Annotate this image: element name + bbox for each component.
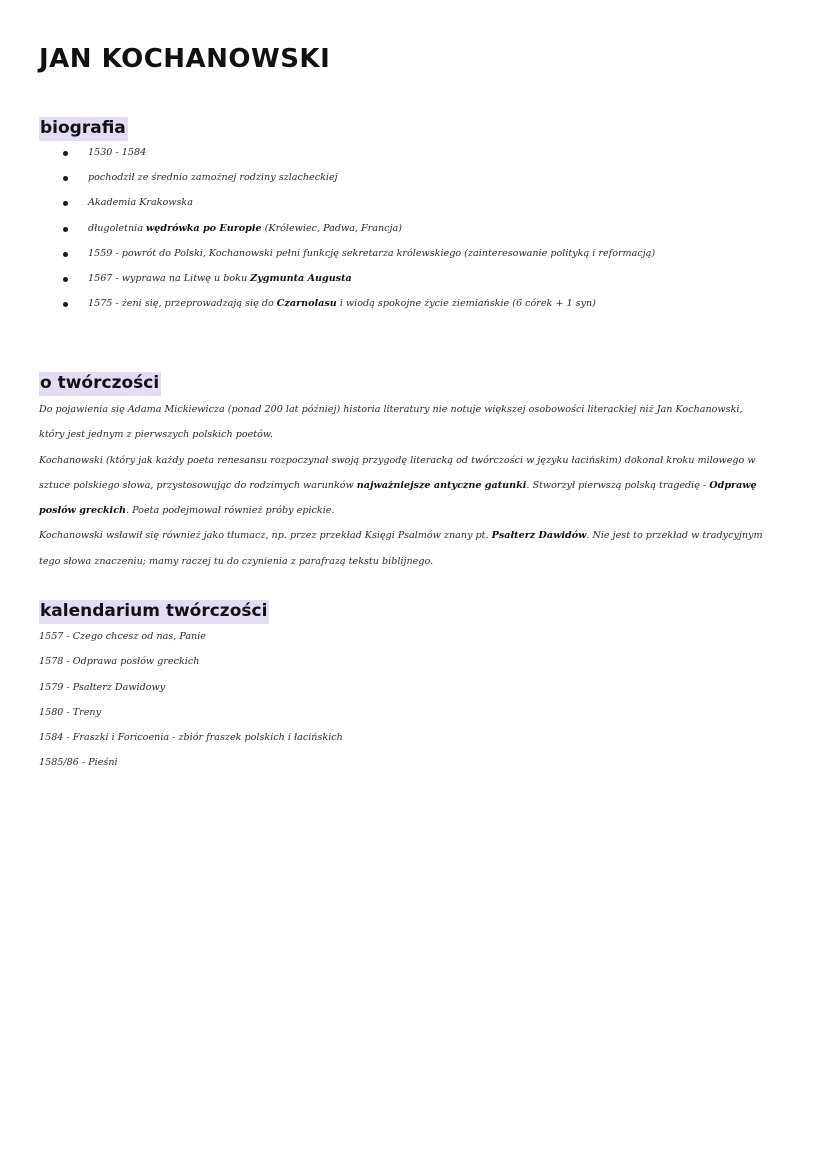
page-title: JAN KOCHANOWSKI	[39, 44, 331, 74]
section-heading-calendar: kalendarium twórczości	[39, 600, 269, 624]
list-item: 1567 - wyprawa na Litwę u boku Zygmunta Augusta	[62, 268, 802, 293]
creativity-text	[39, 397, 767, 574]
biography-list	[62, 142, 802, 318]
list-item: długoletnia wędrówka po Europie (Królewiec, Padwa, Francja)	[62, 218, 802, 243]
calendar-item: 1578 - Odprawa posłów greckich	[39, 656, 200, 668]
calendar-list	[39, 626, 343, 778]
section-heading-creativity: o twórczości	[39, 372, 161, 396]
list-item: 1530 - 1584	[62, 142, 802, 167]
calendar-item: 1579 - Psałterz Dawidowy	[39, 681, 166, 693]
paragraph: Do pojawienia się Adama Mickiewicza (ponad 200 lat później) historia literatury nie notuje większej osobowości literackiej niż Jan Kochanowski, który jest jednym z pierwszych polskich poetów.	[39, 404, 743, 441]
list-item: Akademia Krakowska	[62, 192, 802, 217]
paragraph: Kochanowski wsławił się również jako tłumacz, np. przez przekład Księgi Psalmów znany pt. Psałterz Dawidów. Nie jest to przekład w tradycyjnym tego słowa znaczeniu; mamy raczej tu do czynienia z parafrazą tekstu biblijnego.	[39, 530, 763, 567]
calendar-item: 1557 - Czego chcesz od nas, Panie	[39, 631, 206, 642]
list-item: pochodził ze średnio zamożnej rodziny szlacheckiej	[62, 167, 802, 192]
list-item: 1559 - powrót do Polski, Kochanowski pełni funkcję sekretarza królewskiego (zainteresowanie polityką i reformacją)	[62, 243, 802, 268]
list-item: 1575 - żeni się, przeprowadzają się do Czarnolasu i wiodą spokojne życie ziemiańskie (6 córek + 1 syn)	[62, 293, 802, 318]
section-heading-biography: biografia	[39, 117, 128, 141]
calendar-item: 1585/86 - Pieśni	[39, 757, 118, 769]
calendar-item: 1584 - Fraszki i Foricoenia - zbiór fraszek polskich i łacińskich	[39, 732, 343, 744]
paragraph: Kochanowski (który jak każdy poeta renesansu rozpoczynał swoją przygodę literacką od twórczości w języku łacińskim) dokonał kroku milowego w sztuce polskiego słowa, przystosowując do rodzimych warunków najważniejsze antyczne gatunki. Stworzył pierwszą polską tragedię - Odprawę posłów greckich. Poeta podejmował również próby epickie.	[39, 454, 757, 517]
calendar-item: 1580 - Treny	[39, 706, 102, 718]
